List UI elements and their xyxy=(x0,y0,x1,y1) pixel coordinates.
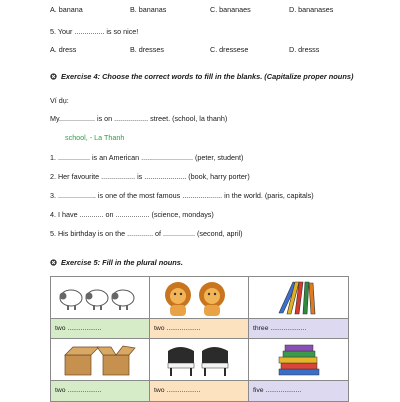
ex4-item-1: 1. ................ is an American .......................... (peter, student) xyxy=(50,153,244,162)
exercise5-title xyxy=(50,258,183,267)
label-cell-2 xyxy=(150,319,249,339)
exercise4-title xyxy=(50,72,353,81)
bullet-icon xyxy=(50,259,57,266)
ex4-item-5: 5. His birthday is on the ............. of ................ (second, april) xyxy=(50,229,243,238)
example-label: Ví dụ: xyxy=(50,96,69,105)
row2-label-2: two .................. xyxy=(154,387,201,394)
q4-option-c: C. bananaes xyxy=(210,5,251,14)
lion-cell xyxy=(150,277,249,319)
sheep-cell xyxy=(51,277,150,319)
q5-option-b: B. dresses xyxy=(130,45,164,54)
ex4-item-2: 2. Her favourite ................. is ..................... (book, harry porter) xyxy=(50,172,250,181)
row1-label-2: two .................. xyxy=(154,325,201,332)
books-icon xyxy=(249,339,348,381)
piano-icon xyxy=(150,339,249,381)
example-answer: school, - La Thanh xyxy=(65,133,125,142)
sheep-icon xyxy=(51,277,150,319)
plural-nouns-table xyxy=(50,276,349,402)
q4-option-b: B. bananas xyxy=(130,5,167,14)
books-cell xyxy=(249,339,348,381)
row1-label-3: three ................... xyxy=(253,325,307,332)
label-cell-6 xyxy=(249,381,348,401)
q5-stem: 5. Your ............... is so nice! xyxy=(50,27,139,36)
exercise4-title-text: Exercise 4: Choose the correct words to fill in the blanks. (Capitalize proper nouns) xyxy=(61,72,354,81)
bullet-icon xyxy=(50,73,57,80)
row1-label-1: two .................. xyxy=(55,325,102,332)
row2-label-1: two .................. xyxy=(55,387,102,394)
q5-option-a: A. dress xyxy=(50,45,77,54)
q4-option-a: A. banana xyxy=(50,5,83,14)
pencil-icon xyxy=(249,277,348,319)
exercise5-title-text: Exercise 5: Fill in the plural nouns. xyxy=(61,258,183,267)
q4-option-d: D. bananases xyxy=(289,5,334,14)
label-cell-1 xyxy=(51,319,150,339)
box-icon xyxy=(51,339,150,381)
q5-option-c: C. dressese xyxy=(210,45,249,54)
example-sentence: My.................. is on ................. street. (school, la thanh) xyxy=(50,114,228,123)
pencil-cell xyxy=(249,277,348,319)
q5-option-d: D. dresss xyxy=(289,45,320,54)
label-cell-3 xyxy=(249,319,348,339)
ex4-item-3: 3. ................... is one of the most famous .................... in the world. (paris, capitals) xyxy=(50,191,314,200)
piano-cell xyxy=(150,339,249,381)
label-cell-4 xyxy=(51,381,150,401)
ex4-item-4: 4. I have ............ on ................. (science, mondays) xyxy=(50,210,214,219)
label-cell-5 xyxy=(150,381,249,401)
lion-icon xyxy=(150,277,249,319)
box-cell xyxy=(51,339,150,381)
row2-label-3: five ................... xyxy=(253,387,302,394)
